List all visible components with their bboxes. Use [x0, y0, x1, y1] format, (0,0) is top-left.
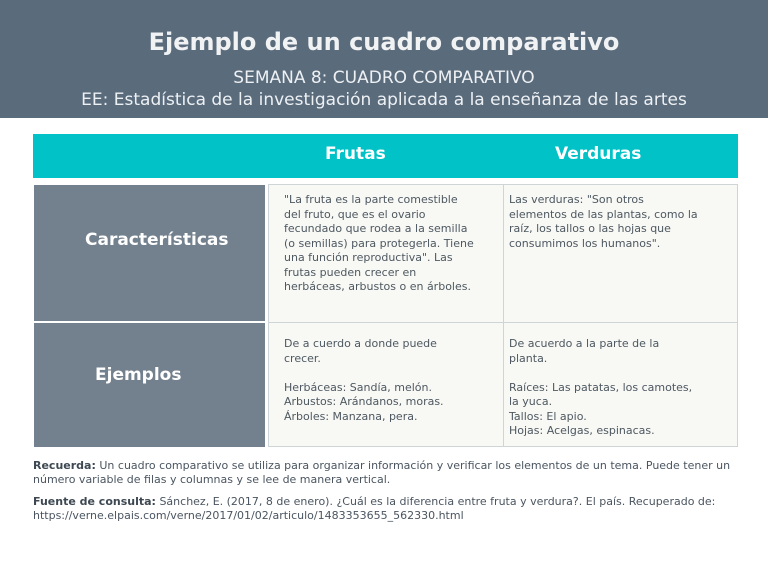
source-label: Fuente de consulta: — [33, 495, 156, 508]
source-note — [33, 495, 735, 523]
table-cell-frutas-ejemplos: De a cuerdo a donde puede crecer. Herbáceas: Sandía, melón. Arbustos: Arándanos, moras. Árboles: Manzana, pera. — [268, 322, 504, 447]
row-header-label: Ejemplos — [95, 365, 182, 385]
reminder-note — [33, 459, 735, 487]
row-header-caracteristicas — [34, 185, 265, 321]
page-subtitle: SEMANA 8: CUADRO COMPARATIVO — [233, 68, 535, 88]
reminder-label: Recuerda: — [33, 459, 96, 472]
table-header — [33, 134, 738, 178]
page-header — [0, 0, 768, 118]
column-header-verduras: Verduras — [555, 144, 642, 164]
row-header-ejemplos — [34, 323, 265, 447]
reminder-text: Un cuadro comparativo se utiliza para organizar información y verificar los elementos de un tema. Puede tener un número variable de filas y columnas y se lee de manera vertical. — [33, 459, 731, 486]
table-cell-frutas-caracteristicas: "La fruta es la parte comestible del fruto, que es el ovario fecundado que rodea a la semilla (o semillas) para protegerla. Tiene una función reproductiva". Las frutas pueden crecer en herbáceas, arbustos o en árboles. — [268, 184, 504, 323]
column-header-frutas: Frutas — [325, 144, 386, 164]
course-name: EE: Estadística de la investigación aplicada a la enseñanza de las artes — [81, 90, 687, 110]
source-text: Sánchez, E. (2017, 8 de enero). ¿Cuál es la diferencia entre fruta y verdura?. El país. Recuperado de: https://verne.elpais.com/verne/2017/01/02/articulo/1483353655_562330.html — [33, 495, 716, 522]
page-title: Ejemplo de un cuadro comparativo — [148, 28, 620, 56]
table-cell-verduras-caracteristicas: Las verduras: "Son otros elementos de las plantas, como la raíz, los tallos o las hojas que consumimos los humanos". — [503, 184, 738, 323]
table-cell-verduras-ejemplos: De acuerdo a la parte de la planta. Raíces: Las patatas, los camotes, la yuca. Tallos: El apio. Hojas: Acelgas, espinacas. — [503, 322, 738, 447]
row-header-label: Características — [85, 230, 229, 250]
